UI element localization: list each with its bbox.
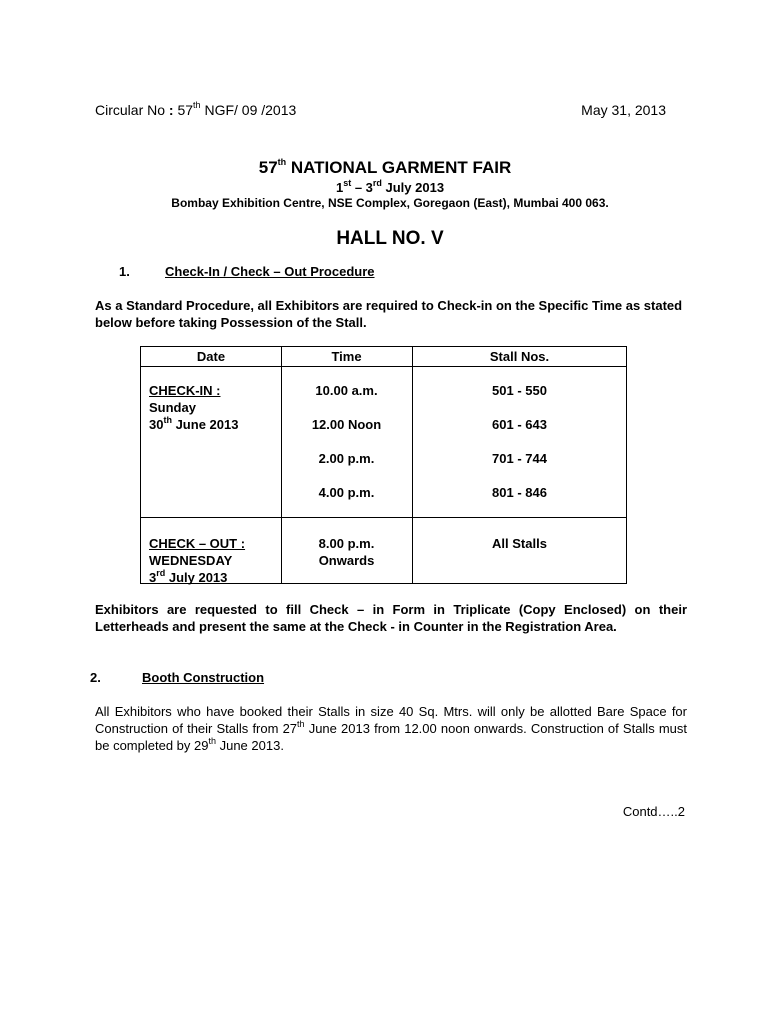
event-venue: Bombay Exhibition Centre, NSE Complex, Goregaon (East), Mumbai 400 063. <box>171 196 609 210</box>
table-row-divider <box>141 517 626 518</box>
checkout-date <box>149 569 245 586</box>
time-slot: 2.00 p.m. <box>318 451 375 466</box>
dates-start-sup: st <box>343 177 352 188</box>
checkin-table <box>140 346 627 584</box>
table-header-date: Date <box>196 349 226 364</box>
checkout-date-cell <box>149 535 245 586</box>
checkout-date-sup: rd <box>156 567 166 578</box>
circular-date: May 31, 2013 <box>581 102 666 118</box>
s2-text-a: All Exhibitors who have booked their Stalls in size 40 Sq. Mtrs. will only be allotted Bare Space for Construction of their Stalls from 27 <box>95 704 687 736</box>
stall-range: 801 - 846 <box>492 485 547 500</box>
dates-start: 1 <box>335 180 344 195</box>
s2-sup-b: th <box>208 735 216 746</box>
time-slot: 4.00 p.m. <box>318 485 375 500</box>
circular-num: 57 <box>177 102 194 118</box>
checkout-time-line1: 8.00 p.m. <box>318 536 375 551</box>
event-dates <box>0 177 770 195</box>
checkin-date <box>149 416 238 433</box>
section1-paragraph: As a Standard Procedure, all Exhibitors are required to Check-in on the Specific Time as stated below before taking Possession of the Stall. <box>95 298 683 330</box>
circular-colon: : <box>168 102 178 118</box>
table-header-stalls: Stall Nos. <box>489 349 550 364</box>
checkout-time <box>281 535 412 569</box>
checkin-label: CHECK-IN : <box>149 383 221 398</box>
checkout-date-rest: July 2013 <box>165 570 228 585</box>
dates-rest: July 2013 <box>381 180 445 195</box>
table-header-divider <box>141 366 626 367</box>
checkout-date-num: 3 <box>149 570 157 585</box>
s2-text-b: June 2013 from 12.00 noon onwards. Construction of Stalls must be completed by 29 <box>95 721 688 753</box>
stall-range: 701 - 744 <box>492 451 547 466</box>
checkout-label: CHECK – OUT : <box>149 536 246 551</box>
section1-number: 1. <box>119 264 130 279</box>
checkin-form-paragraph: Exhibitors are requested to fill Check – in Form in Triplicate (Copy Enclosed) on their Letterheads and present the same at the Check - in Counter in the Registration Area. <box>95 602 687 634</box>
checkin-date-cell <box>149 382 238 433</box>
table-header-time: Time <box>331 349 362 364</box>
title-sup: th <box>277 157 287 168</box>
dates-mid: – 3 <box>351 180 373 195</box>
section2-heading: Booth Construction <box>142 670 265 685</box>
circular-number <box>95 102 296 118</box>
continued-note: Contd…..2 <box>622 804 685 819</box>
circular-rest: NGF/ 09 /2013 <box>200 102 297 118</box>
section1-heading: Check-In / Check – Out Procedure <box>165 264 375 279</box>
dates-end-sup: rd <box>372 177 382 188</box>
circular-prefix: Circular No <box>95 102 169 118</box>
circular-sup: th <box>193 100 201 111</box>
checkout-day: WEDNESDAY <box>149 553 233 568</box>
time-slot: 10.00 a.m. <box>315 383 378 398</box>
section2-number: 2. <box>90 670 101 685</box>
checkin-date-num: 30 <box>149 417 164 432</box>
hall-heading: HALL NO. V <box>336 228 444 249</box>
event-title <box>0 158 770 178</box>
time-slot: 12.00 Noon <box>311 417 382 432</box>
checkout-stalls: All Stalls <box>492 536 547 551</box>
stall-range: 601 - 643 <box>492 417 547 432</box>
checkin-date-rest: June 2013 <box>171 417 239 432</box>
checkin-day: Sunday <box>149 400 196 415</box>
checkin-date-sup: th <box>163 414 172 425</box>
section2-paragraph <box>95 703 687 754</box>
title-num: 57 <box>258 158 278 177</box>
s2-text-c: June 2013. <box>215 738 284 753</box>
title-rest: NATIONAL GARMENT FAIR <box>286 158 512 177</box>
stall-range: 501 - 550 <box>492 383 547 398</box>
checkout-time-line2: Onwards <box>318 553 375 568</box>
s2-sup-a: th <box>297 718 305 729</box>
